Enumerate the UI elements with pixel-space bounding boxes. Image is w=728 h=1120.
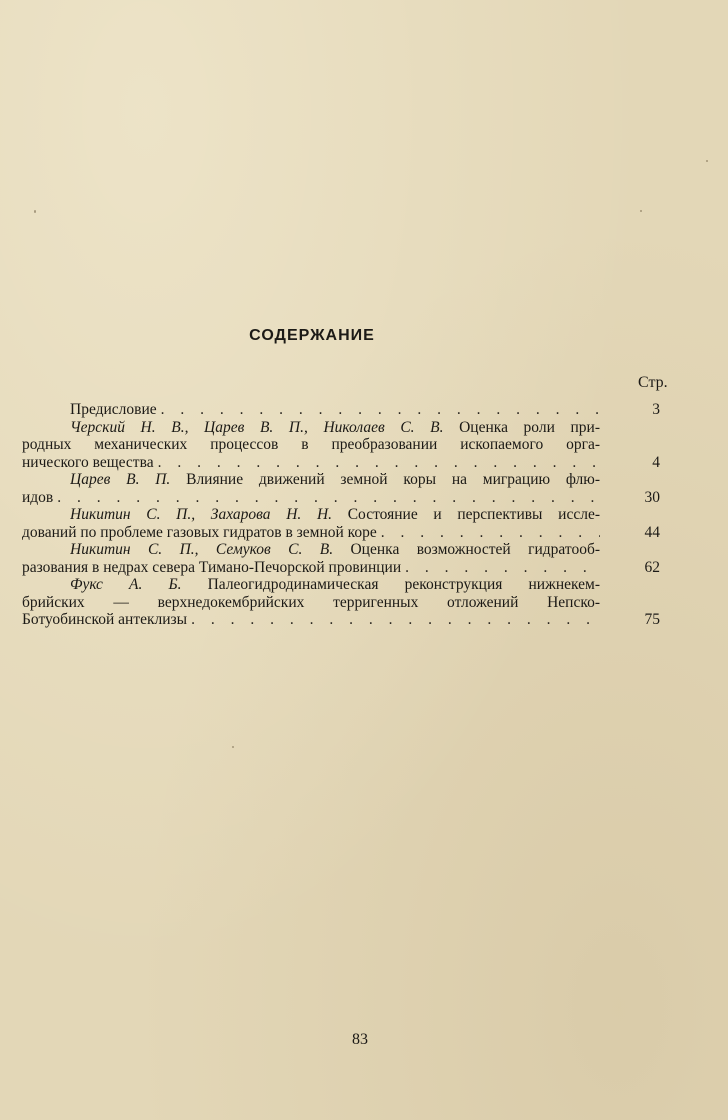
scan-speck <box>232 746 234 748</box>
toc-title: Палеогидродинамическая реконструкция нижнекем- <box>181 576 600 593</box>
toc-page-number: 4 <box>652 453 660 471</box>
dot-leader <box>158 454 600 472</box>
toc-authors: Царев В. П. <box>70 471 171 488</box>
toc-authors: Никитин С. П., Семуков С. В. <box>70 541 334 558</box>
toc-title: Влияние движений земной коры на миграцию флю- <box>170 471 600 488</box>
dot-leader <box>191 611 600 629</box>
dot-leader <box>57 489 600 507</box>
toc-line <box>70 401 600 419</box>
toc-entry <box>22 506 660 541</box>
toc-title: Ботуобинской антеклизы <box>22 611 188 628</box>
page-number: 83 <box>352 1031 368 1048</box>
toc-page-number: 75 <box>644 611 660 628</box>
toc-line: родных механических процессов в преобразовании ископаемого орга- <box>22 436 600 453</box>
toc-authors: Никитин С. П., Захарова Н. Н. <box>70 506 333 523</box>
page-title: СОДЕРЖАНИЕ <box>249 327 375 344</box>
toc-line <box>70 419 600 437</box>
toc-line <box>70 471 600 489</box>
toc-line <box>22 611 600 629</box>
toc-title: Оценка возможностей гидратооб- <box>333 541 600 558</box>
toc-line <box>70 541 600 559</box>
toc-title: дований по проблеме газовых гидратов в земной коре <box>22 523 377 541</box>
toc-authors: Черский Н. В., Царев В. П., Николаев С. В. <box>70 418 444 436</box>
toc-title: разования в недрах севера Тимано-Печорской провинции <box>22 558 402 576</box>
dot-leader <box>381 524 600 542</box>
toc-authors: Фукс А. Б. <box>70 576 182 593</box>
toc-entry <box>22 541 660 576</box>
toc-line <box>22 489 600 507</box>
toc-entry <box>22 418 660 472</box>
toc-title: Предисловие <box>70 401 157 418</box>
table-of-contents <box>22 401 660 629</box>
toc-title: идов <box>22 488 54 506</box>
toc-page-number: 3 <box>652 401 660 418</box>
toc-line <box>22 559 600 577</box>
toc-page-number: 30 <box>644 488 660 506</box>
dot-leader <box>161 401 600 419</box>
toc-entry <box>22 576 660 629</box>
dot-leader <box>405 559 600 577</box>
toc-title: Оценка роли при- <box>443 418 600 436</box>
toc-entry <box>22 471 660 506</box>
toc-page-number: 44 <box>644 523 660 541</box>
page-column-label: Стр. <box>638 374 668 391</box>
toc-line: брийских — верхнедокембрийских терригенных отложений Непско- <box>22 593 600 611</box>
toc-line <box>70 576 600 594</box>
toc-line <box>22 454 600 472</box>
scan-speck <box>640 210 642 212</box>
scan-speck <box>706 160 708 162</box>
scan-speck <box>34 210 36 213</box>
toc-line <box>70 506 600 524</box>
toc-entry <box>70 401 660 419</box>
toc-page-number: 62 <box>644 558 660 576</box>
toc-title: нического вещества <box>22 453 154 471</box>
toc-title: Состояние и перспективы иссле- <box>332 506 600 523</box>
toc-line <box>22 524 600 542</box>
